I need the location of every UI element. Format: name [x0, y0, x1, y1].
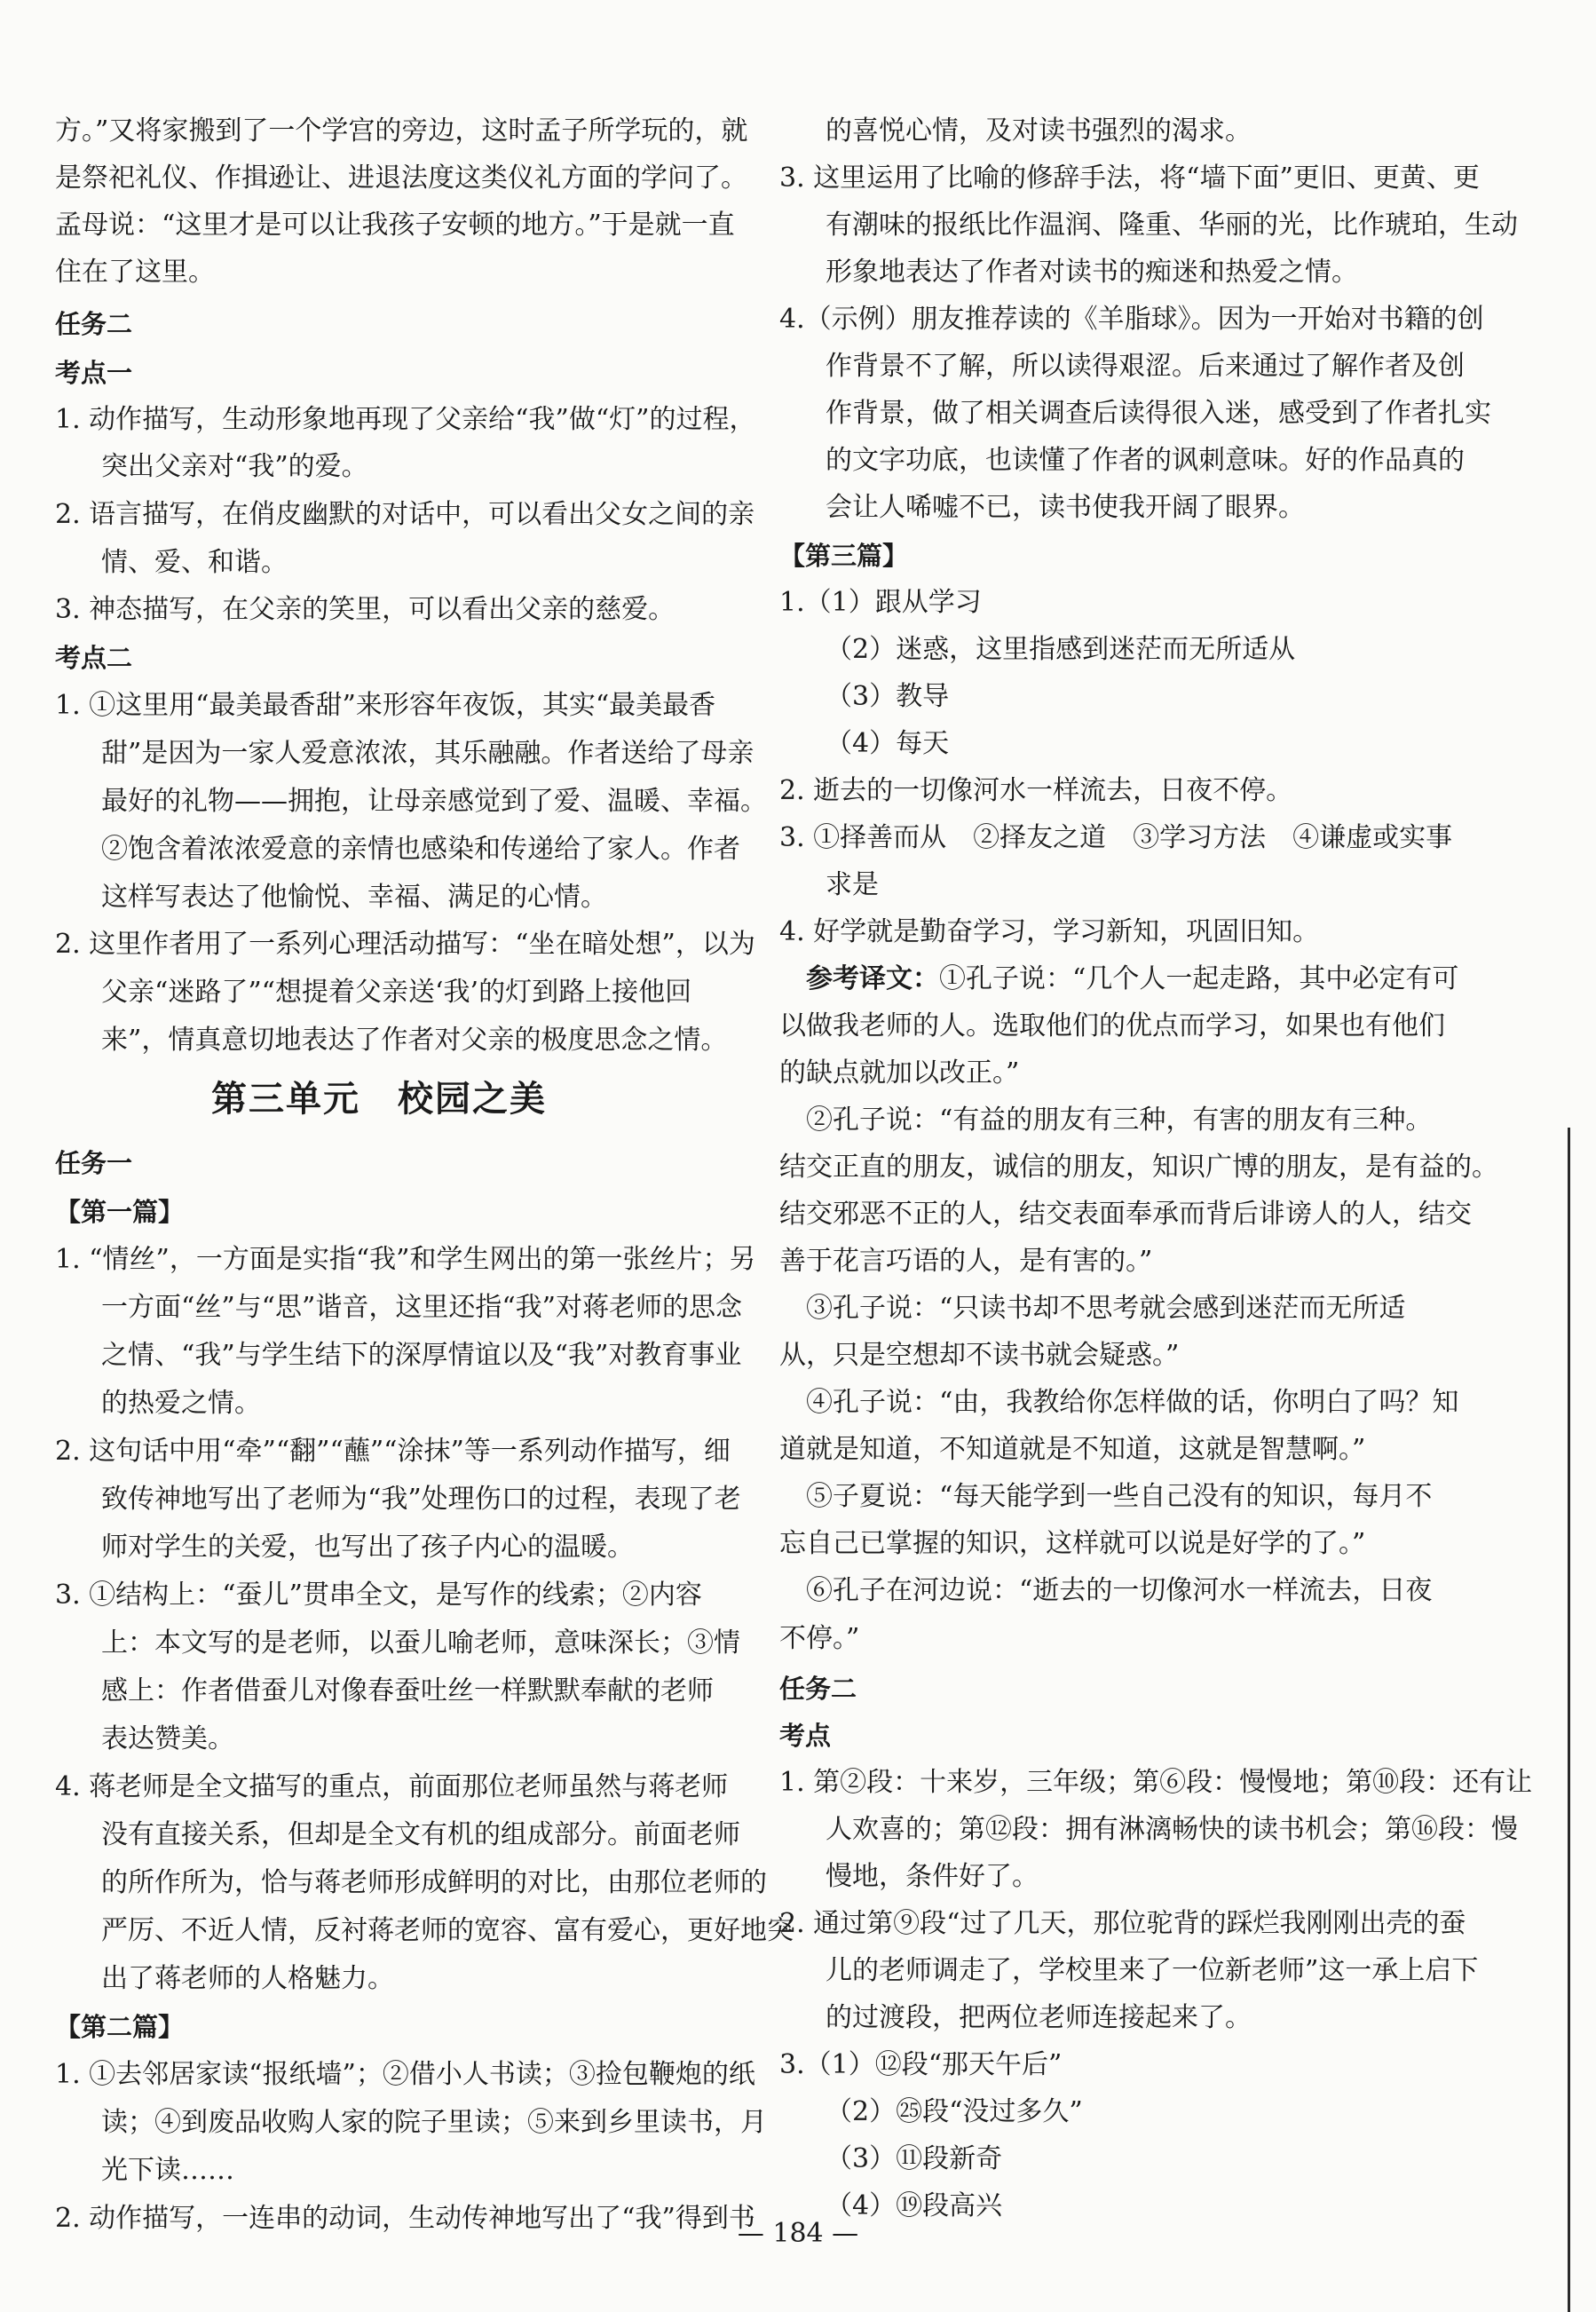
text-line: 的文字功底，也读懂了作者的讽刺意味。好的作品真的	[826, 445, 1465, 476]
text-line: 1. “情丝”，一方面是实指“我”和学生网出的第一张丝片；另	[55, 1244, 756, 1275]
text-line: 之情、“我”与学生结下的深厚情谊以及“我”对教育事业	[101, 1340, 742, 1371]
text-line: 1.（1）跟从学习	[779, 587, 982, 618]
text-line: 没有直接关系，但却是全文有机的组成部分。前面老师	[101, 1819, 740, 1850]
text-line: 2. 这里作者用了一系列心理活动描写：“坐在暗处想”，以为	[55, 929, 755, 960]
text-line: 出了蒋老师的人格魅力。	[101, 1963, 394, 1994]
text-line: 甜”是因为一家人爱意浓浓，其乐融融。作者送给了母亲	[101, 738, 755, 769]
text-line: 1. ①这里用“最美最香甜”来形容年夜饭，其实“最美最香	[55, 690, 716, 721]
text-line: 的缺点就加以改正。”	[779, 1057, 1020, 1089]
unit-title: 第三单元 校园之美	[211, 1079, 547, 1120]
text-line: 道就是知道，不知道就是不知道，这就是智慧啊。”	[779, 1434, 1366, 1465]
page-number: — 184 —	[737, 2218, 859, 2249]
section-heading: 考点二	[55, 643, 133, 673]
text-line: 4. 好学就是勤奋学习，学习新知，巩固旧知。	[779, 916, 1320, 947]
text-line: 慢地，条件好了。	[826, 1861, 1039, 1892]
text-line: 3. 这里运用了比喻的修辞手法，将“墙下面”更旧、更黄、更	[779, 162, 1480, 194]
text-line: （3）⑪段新奇	[826, 2143, 1003, 2174]
text-line: 师对学生的关爱，也写出了孩子内心的温暖。	[101, 1532, 634, 1563]
section-heading: 【第二篇】	[55, 2012, 185, 2042]
text-line: ⑥孔子在河边说：“逝去的一切像河水一样流去，日夜	[806, 1575, 1433, 1606]
text-line: 住在了这里。	[55, 257, 215, 288]
text-line: 读；④到废品收购人家的院子里读；⑤来到乡里读书，月	[101, 2107, 767, 2138]
text-line: ③孔子说：“只读书却不思考就会感到迷茫而无所适	[806, 1293, 1406, 1324]
text-line: 会让人唏嘘不已，读书使我开阔了眼界。	[826, 492, 1305, 523]
text-line: 2. 逝去的一切像河水一样流去，日夜不停。	[779, 775, 1293, 806]
text-line: 的喜悦心情，及对读书强烈的渴求。	[826, 115, 1252, 146]
text-line: 作背景不了解，所以读得艰涩。后来通过了解作者及创	[826, 351, 1465, 382]
text-line: ②孔子说：“有益的朋友有三种，有害的朋友有三种。	[806, 1105, 1433, 1136]
text-line: 以做我老师的人。选取他们的优点而学习，如果也有他们	[779, 1010, 1445, 1041]
text-line: （3）教导	[826, 681, 950, 712]
text-line: 表达赞美。	[101, 1723, 234, 1754]
text-line: ⑤子夏说：“每天能学到一些自己没有的知识，每月不	[806, 1481, 1433, 1512]
text-line: 的热爱之情。	[101, 1388, 261, 1419]
text-line: 来”，情真意切地表达了作者对父亲的极度思念之情。	[101, 1025, 728, 1056]
text-line: 的过渡段，把两位老师连接起来了。	[826, 2002, 1252, 2033]
text-line: 2. 动作描写，一连串的动词，生动传神地写出了“我”得到书	[55, 2203, 755, 2234]
text-line: 3.（1）⑫段“那天午后”	[779, 2049, 1063, 2080]
text-line: 求是	[826, 869, 879, 900]
text-line: 上：本文写的是老师，以蚕儿喻老师，意味深长；③情	[101, 1627, 740, 1659]
text-line: 2. 这句话中用“牵”“翻”“蘸”“涂抹”等一系列动作描写，细	[55, 1436, 731, 1467]
text-line: 忘自己已掌握的知识，这样就可以说是好学的了。”	[779, 1528, 1366, 1559]
text-line: 1. ①去邻居家读“报纸墙”；②借小人书读；③捡包鞭炮的纸	[55, 2059, 755, 2090]
text-line: 1. 动作描写，生动形象地再现了父亲给“我”做“灯”的过程，	[55, 404, 756, 435]
text-line: 从，只是空想却不读书就会疑惑。”	[779, 1340, 1180, 1371]
text-line: 是祭祀礼仪、作揖逊让、进退法度这类仪礼方面的学问了。	[55, 162, 747, 194]
text-line: 4. 蒋老师是全文描写的重点，前面那位老师虽然与蒋老师	[55, 1771, 729, 1802]
text-line: 父亲“迷路了”“想提着父亲送‘我’的灯到路上接他回	[101, 977, 692, 1008]
text-line: 孟母说：“这里才是可以让我孩子安顿的地方。”于是就一直	[55, 210, 735, 241]
text-line: 形象地表达了作者对读书的痴迷和热爱之情。	[826, 257, 1358, 288]
text-line: 参考译文：①孔子说：“几个人一起走路，其中必定有可	[806, 963, 1459, 994]
text-line: 突出父亲对“我”的爱。	[101, 451, 368, 482]
text-line: 3. ①结构上：“蚕儿”贯串全文，是写作的线索；②内容	[55, 1580, 702, 1611]
section-heading: 【第一篇】	[55, 1197, 185, 1227]
text-line: 善于花言巧语的人，是有害的。”	[779, 1246, 1153, 1277]
text-line: （2）㉕段“没过多久”	[826, 2096, 1083, 2127]
text-line: ②饱含着浓浓爱意的亲情也感染和传递给了家人。作者	[101, 834, 740, 865]
text-line: 1. 第②段：十来岁，三年级；第⑥段：慢慢地；第⑩段：还有让	[779, 1767, 1533, 1798]
text-line: 严厉、不近人情，反衬蒋老师的宽容、富有爱心，更好地突	[101, 1915, 794, 1946]
section-heading: 任务二	[55, 309, 133, 339]
text-line: 2. 通过第⑨段“过了几天，那位驼背的踩烂我刚刚出壳的蚕	[779, 1908, 1466, 1939]
section-heading: 任务一	[55, 1148, 133, 1178]
text-line: 的所作所为，恰与蒋老师形成鲜明的对比，由那位老师的	[101, 1867, 767, 1898]
text-line: 4.（示例）朋友推荐读的《羊脂球》。因为一开始对书籍的创	[779, 304, 1484, 335]
scan-edge-line	[1568, 1128, 1570, 2312]
text-line: 一方面“丝”与“思”谐音，这里还指“我”对蒋老师的思念	[101, 1292, 743, 1323]
text-line: （4）每天	[826, 728, 950, 759]
text-line: 感上：作者借蚕儿对像春蚕吐丝一样默默奉献的老师	[101, 1675, 714, 1706]
text-line: 最好的礼物——拥抱，让母亲感觉到了爱、温暖、幸福。	[101, 786, 767, 817]
text-line: （2）迷惑，这里指感到迷茫而无所适从	[826, 634, 1296, 665]
text-line: 作背景，做了相关调查后读得很入迷，感受到了作者扎实	[826, 398, 1491, 429]
text-line: 有潮味的报纸比作温润、隆重、华丽的光，比作琥珀，生动	[826, 210, 1518, 241]
text-line: （4）⑲段高兴	[826, 2190, 1003, 2221]
translation-label: 参考译文：	[806, 963, 939, 994]
section-heading: 考点一	[55, 358, 133, 388]
text-line: 不停。”	[779, 1623, 860, 1654]
section-heading: 任务二	[779, 1674, 857, 1704]
text-line: 3. 神态描写，在父亲的笑里，可以看出父亲的慈爱。	[55, 594, 676, 625]
text-line: 儿的老师调走了，学校里来了一位新老师”这一承上启下	[826, 1955, 1479, 1986]
text-line: 人欢喜的；第⑫段：拥有淋漓畅快的读书机会；第⑯段：慢	[826, 1814, 1518, 1845]
section-heading: 考点	[779, 1721, 832, 1751]
text-line: 结交邪恶不正的人，结交表面奉承而背后诽谤人的人，结交	[779, 1199, 1472, 1230]
text-line: 方。”又将家搬到了一个学宫的旁边，这时孟子所学玩的，就	[55, 115, 748, 146]
text-line: 结交正直的朋友，诚信的朋友，知识广博的朋友，是有益的。	[779, 1152, 1498, 1183]
text-line: 致传神地写出了老师为“我”处理伤口的过程，表现了老	[101, 1484, 741, 1515]
text-line: 3. ①择善而从 ②择友之道 ③学习方法 ④谦虚或实事	[779, 822, 1453, 853]
section-heading: 【第三篇】	[779, 541, 909, 571]
text-line: 这样写表达了他愉悦、幸福、满足的心情。	[101, 882, 607, 913]
text-line: ④孔子说：“由，我教给你怎样做的话，你明白了吗？知	[806, 1387, 1459, 1418]
text-line: 2. 语言描写，在俏皮幽默的对话中，可以看出父女之间的亲	[55, 499, 755, 530]
text-line: 光下读……	[101, 2155, 234, 2186]
text-line: 情、爱、和谐。	[101, 547, 288, 578]
